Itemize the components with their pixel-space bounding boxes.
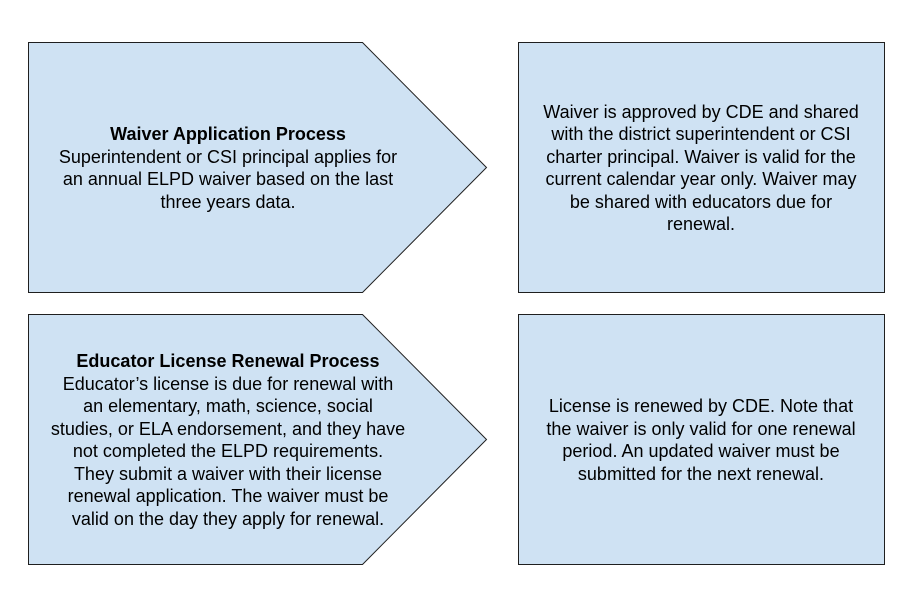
license-renewal-line: studies, or ELA endorsement, and they have xyxy=(50,418,406,439)
license-renewal-step xyxy=(36,316,420,564)
waiver-application-title: Waiver Application Process xyxy=(110,124,346,144)
waiver-approval-line: with the district superintendent or CSI xyxy=(551,124,851,144)
waiver-approval-line: renewal. xyxy=(666,214,736,234)
license-renewal-line: renewal application. The waiver must be xyxy=(67,486,389,506)
license-renewal-line: Educator’s license is due for renewal with xyxy=(62,373,394,394)
waiver-approval-line: current calendar year only. Waiver may xyxy=(545,169,857,189)
license-renewal-line: valid on the day they apply for renewal. xyxy=(71,508,385,529)
waiver-approval-step xyxy=(526,44,876,292)
license-renewed-line: License is renewed by CDE. Note that xyxy=(548,396,854,416)
waiver-application-line: Superintendent or CSI principal applies for xyxy=(58,146,398,167)
waiver-application-line: an annual ELPD waiver based on the last xyxy=(62,169,394,189)
license-renewal-line: They submit a waiver with their license xyxy=(73,463,383,484)
license-renewed-step xyxy=(526,316,876,564)
waiver-application-line: three years data. xyxy=(160,191,296,212)
waiver-approval-line: Waiver is approved by CDE and shared xyxy=(543,101,859,122)
waiver-application-step xyxy=(36,44,420,292)
waiver-approval-line: charter principal. Waiver is valid for the xyxy=(546,146,856,167)
license-renewed-line: period. An updated waiver must be xyxy=(562,441,840,461)
license-renewal-title: Educator License Renewal Process xyxy=(76,351,380,371)
license-renewed-line: submitted for the next renewal. xyxy=(577,463,825,484)
license-renewal-line: not completed the ELPD requirements. xyxy=(72,441,384,461)
license-renewed-line: the waiver is only valid for one renewal xyxy=(546,418,856,439)
license-renewal-line: an elementary, math, science, social xyxy=(83,396,373,416)
waiver-approval-line: be shared with educators due for xyxy=(569,191,833,212)
